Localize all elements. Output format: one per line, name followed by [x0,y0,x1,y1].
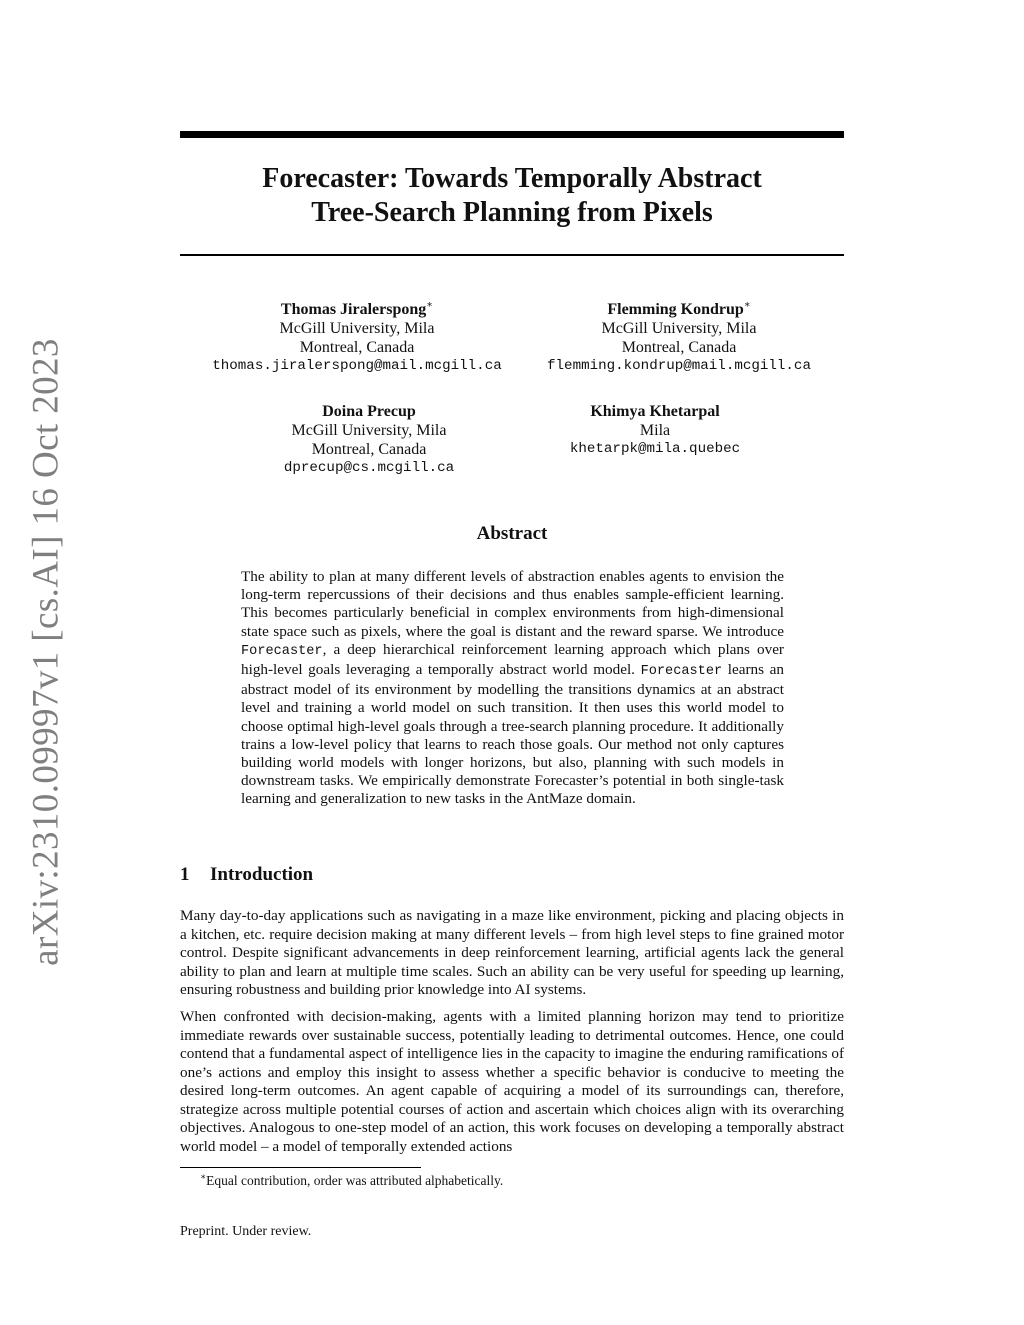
method-name: Forecaster [640,664,723,680]
author-name: Khimya Khetarpal [590,403,720,420]
equal-contribution-mark: ∗ [743,299,751,311]
section-title: Introduction [210,864,314,885]
author-name: Doina Precup [322,403,416,420]
arxiv-identifier: arXiv:2310.09997v1 [cs.AI] 16 Oct 2023 [25,338,67,966]
author-affiliation: McGill University, Mila [279,320,435,337]
author-block [499,300,859,376]
footnote [200,1173,503,1189]
author-location: Montreal, Canada [621,339,737,356]
preprint-notice: Preprint. Under review. [180,1224,312,1239]
footnote-text: Equal contribution, order was attributed alphabetically. [206,1173,504,1188]
author-block [177,300,537,376]
author-email[interactable]: flemming.kondrup@mail.mcgill.ca [547,358,811,374]
abstract-text: The ability to plan at many different levels of abstraction enables agents to envision the long-term repercussions of their decisions and thus enables sample-efficient learning. This becomes particularly beneficial in complex environments from high-dimensional state space such as pixels, where the goal is distant and the reward sparse. We introduce [241,568,784,640]
author-affiliation: McGill University, Mila [291,422,447,439]
abstract-heading: Abstract [476,523,548,544]
section-heading-introduction [180,864,313,886]
arxiv-sidebar [25,338,67,966]
intro-paragraph: Many day-to-day applications such as navigating in a maze like environment, picking and placing objects in a kitchen, etc. require decision making at many different levels – from high level steps to fine grained motor control. Despite significant advancements in deep reinforcement learning, artificial agents lack the general ability to plan and learn at multiple time scales. Such an ability can be very useful for speeding up learning, ensuring robustness and building prior knowledge into AI systems. [180,907,844,998]
title-line-1: Forecaster: Towards Temporally Abstract [262,163,762,194]
footnote-mark: ∗ [200,1171,207,1182]
author-email[interactable]: khetarpk@mila.quebec [569,441,741,457]
abstract-text: , a deep hierarchical reinforcement learning approach which plans over high-level goals leveraging a temporally abstract world model. [241,640,784,679]
author-name: Flemming Kondrup [607,301,744,318]
author-block [475,402,835,459]
intro-paragraph: When confronted with decision-making, agents with a limited planning horizon may tend to prioritize immediate rewards over sustainable success, potentially leading to detrimental outcomes. Hence, one could contend that a fundamental aspect of intelligence lies in the capacity to imagine the enduring ramifications of one’s actions and employ this insight to assess whether a specific behavior is conducive to meeting the desired long-term outcomes. An agent capable of acquiring a model of its surroundings can, therefore, strategize across multiple potential courses of action and ascertain which choices align with its overarching objectives. Analogous to one-step model of an action, this work focuses on developing a temporally abstract world model – a model of temporally extended actions [180,1008,844,1155]
author-affiliation: Mila [639,422,671,439]
paper-title [180,162,844,230]
title-top-rule [180,131,844,138]
author-email[interactable]: thomas.jiralerspong@mail.mcgill.ca [212,358,502,374]
abstract-text: learns an abstract model of its environment by modelling the transitions dynamics at an abstract level and training a world model on such transition. It then uses this world model to choose optimal high-level goals through a tree-search planning procedure. It additionally trains a low-level policy that learns to reach those goals. Our method not only captures building world models with longer horizons, but also, planning with such models in downstream tasks. We empirically demonstrate Forecaster’s potential in both single-task learning and generalization to new tasks in the AntMaze domain. [241,661,784,808]
author-name: Thomas Jiralerspong [280,301,427,318]
author-affiliation: McGill University, Mila [601,320,757,337]
method-name: Forecaster [241,643,323,659]
abstract-body [241,568,784,809]
title-bottom-rule [180,254,844,256]
section-number: 1 [180,864,190,885]
author-location: Montreal, Canada [299,339,415,356]
equal-contribution-mark: ∗ [426,299,434,311]
author-email[interactable]: dprecup@cs.mcgill.ca [283,460,455,476]
author-location: Montreal, Canada [311,441,427,458]
footnote-rule [180,1167,421,1168]
title-line-2: Tree-Search Planning from Pixels [311,197,713,228]
